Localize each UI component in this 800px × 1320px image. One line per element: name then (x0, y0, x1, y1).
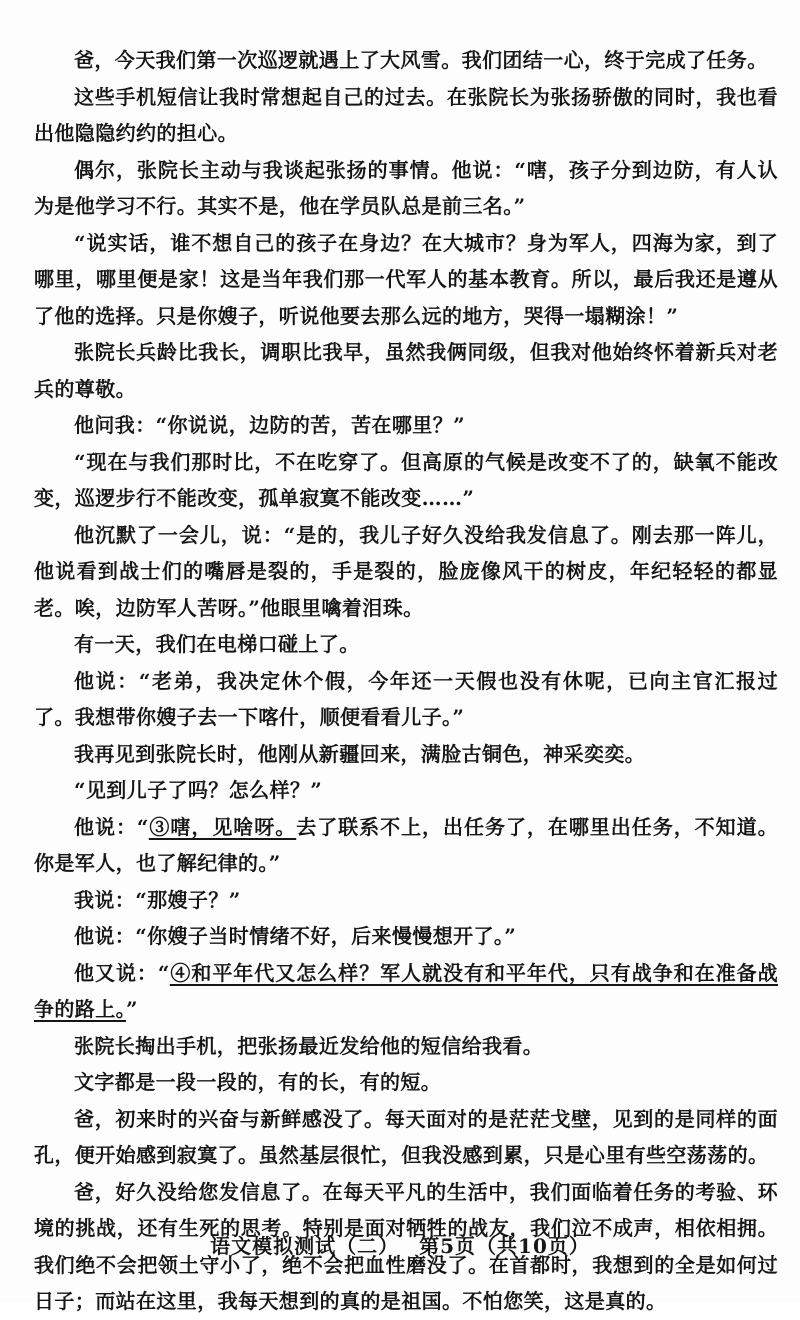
paragraph-with-underline-3 (34, 809, 778, 882)
paragraph: “见到儿子了吗？怎么样？” (74, 778, 323, 802)
paragraph: 张院长掏出手机，把张扬最近发给他的短信给我看。 (74, 1033, 544, 1058)
paragraph: 张院长兵龄比我长，调职比我早，虽然我俩同级，但我对他始终怀着新兵对老兵的尊敬。 (34, 340, 778, 401)
article-body (34, 42, 778, 1320)
paragraph: 他说：“老弟，我决定休个假，今年还一天假也没有休呢，已向主官汇报过了。我想带你嫂子去一下喀什，顺便看看儿子。” (34, 668, 778, 729)
paragraph: 他说：“你嫂子当时情绪不好，后来慢慢想开了。” (74, 924, 517, 948)
paragraph: 他沉默了一会儿，说：“是的，我儿子好久没给我发信息了。刚去那一阵儿，他说看到战士们的嘴唇是裂的，手是裂的，脸庞像风干的树皮，年纪轻轻的都显老。唉，边防军人苦呀。”他眼里噙着泪珠。 (34, 522, 778, 620)
paragraph: “说实话，谁不想自己的孩子在身边？在大城市？身为军人，四海为家，到了哪里，哪里便是家！这是当年我们那一代军人的基本教育。所以，最后我还是遵从了他的选择。只是你嫂子，听说他要去那么远的地方，哭得一塌糊涂！” (34, 230, 778, 328)
paragraph: 我说：“那嫂子？” (74, 887, 241, 912)
paragraph: “现在与我们那时比，不在吃穿了。但高原的气候是改变不了的，缺氧不能改变，巡逻步行不能改变，孤单寂寞不能改变……” (34, 449, 778, 510)
text-segment: ” (126, 997, 138, 1021)
underlined-sentence-3: ③嗐，见啥呀。 (148, 814, 297, 839)
underlined-sentence-4: ④和平年代又怎么样？军人就没有和平年代，只有战争和在准备战争的路上。 (34, 960, 778, 1021)
paragraph: 文字都是一段一段的，有的长，有的短。 (74, 1070, 442, 1094)
paragraph: 爸，好久没给您发信息了。在每天平凡的生活中，我们面临着任务的考验、环境的挑战，还有生死的思考。特别是面对牺牲的战友，我们泣不成声，相依相拥。我们绝不会把领土守小了，绝不会把血性磨没了。在首都时，我想到的全是如何过日子；而站在这里，我每天想到的真的是祖国。不怕您笑，这是真的。 (34, 1179, 778, 1313)
paragraph: 爸，初来时的兴奋与新鲜感没了。每天面对的是茫茫戈壁，见到的是同样的面孔，便开始感到寂寞了。虽然基层很忙，但我没感到累，只是心里有些空荡荡的。 (34, 1106, 778, 1167)
page-footer (0, 1230, 800, 1259)
page-number: 第5页（共10页） (419, 1234, 590, 1258)
paragraph: 我再见到张院长时，他刚从新疆回来，满脸古铜色，神采奕奕。 (74, 741, 646, 766)
text-segment: 去了联系不上，出任务了，在哪里出任务，不知道。你是军人，也了解纪律的。” (34, 814, 779, 875)
paragraph-with-underline-4 (34, 955, 778, 1028)
paragraph: 有一天，我们在电梯口碰上了。 (74, 632, 360, 656)
paragraph: 爸，今天我们第一次巡逻就遇上了大风雪。我们团结一心，终于完成了任务。 (74, 48, 768, 72)
paragraph: 他问我：“你说说，边防的苦，苦在哪里？” (74, 413, 466, 437)
exam-title: 语文模拟测试（二） (210, 1234, 400, 1258)
paragraph: 这些手机短信让我时常想起自己的过去。在张院长为张扬骄傲的同时，我也看出他隐隐约约的担心。 (34, 84, 778, 145)
paragraph: 偶尔，张院长主动与我谈起张扬的事情。他说：“嗐，孩子分到边防，有人认为是他学习不行。其实不是，他在学员队总是前三名。” (34, 157, 778, 218)
text-segment: 他又说：“ (74, 960, 170, 985)
text-segment: 他说：“ (74, 814, 149, 839)
